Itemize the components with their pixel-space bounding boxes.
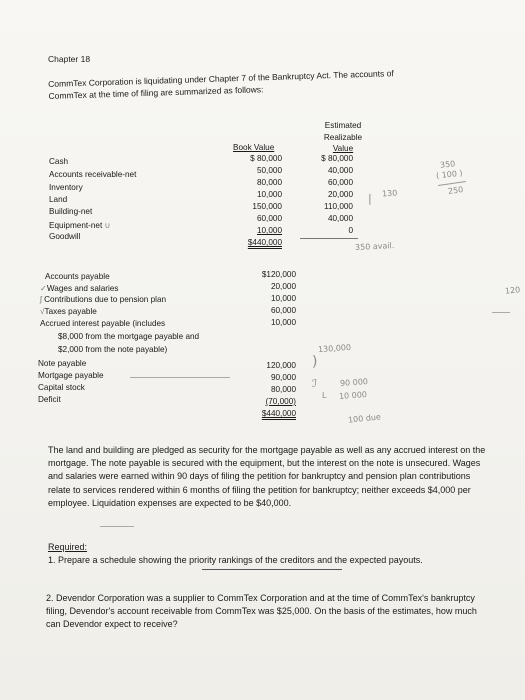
handwritten-10000: 10 000: [338, 390, 368, 401]
check-mark-icon: ✓: [40, 284, 47, 293]
asset-book-goodwill: 10,000: [256, 226, 282, 235]
asset-book-land: 10,000: [256, 190, 282, 199]
estimated-realizable-header: [308, 120, 378, 155]
check-mark-icon: ʃ: [40, 295, 42, 304]
asset-est-equipment: 40,000: [327, 214, 353, 223]
asset-label-inventory: Inventory: [49, 183, 83, 192]
liability-value-note: 120,000: [266, 361, 296, 370]
asset-label-equipment: Equipment-net ∪: [49, 221, 111, 230]
interest-note-2: $2,000 from the note payable): [58, 345, 168, 354]
handwritten-130000: 130,000: [317, 342, 352, 355]
header-value: Value: [332, 144, 354, 153]
asset-book-ar: 50,000: [256, 166, 282, 175]
asset-label-ar: Accounts receivable-net: [49, 170, 137, 179]
liability-label-taxes: √Taxes payable: [40, 307, 97, 316]
handwritten-bracket: |: [368, 192, 372, 205]
handwritten-90000: 90 000: [339, 377, 369, 388]
asset-est-building: 110,000: [324, 202, 353, 211]
liability-label-mortgage: Mortgage payable: [38, 371, 104, 380]
handwritten-120: 120: [504, 285, 521, 296]
handwritten-brace: ): [312, 354, 318, 370]
handwritten-100-due: 100 due: [347, 412, 382, 425]
book-value-header: Book Value: [233, 143, 275, 152]
liability-label-pension: ʃ Contributions due to pension plan: [40, 295, 167, 304]
liability-label-deficit: Deficit: [38, 395, 61, 404]
asset-est-ar: 40,000: [327, 166, 353, 175]
liability-value-mortgage: 90,000: [270, 373, 296, 382]
handwritten-dash: [492, 312, 510, 313]
check-mark-icon: ∪: [104, 221, 111, 230]
intro-line-2: CommTex at the time of filing are summarized as follows:: [48, 84, 264, 101]
asset-book-equipment: 60,000: [256, 214, 282, 223]
liability-value-ap: $120,000: [261, 270, 296, 279]
liability-label-interest: Accrued interest payable (includes: [40, 319, 166, 328]
liability-value-interest: 10,000: [270, 318, 296, 327]
q1-underline: [202, 569, 342, 570]
liability-value-taxes: 60,000: [270, 306, 296, 315]
liability-label-ap: Accounts payable: [45, 272, 110, 281]
handwritten-hook: ℐ: [312, 377, 318, 390]
required-label: Required:: [48, 542, 88, 552]
handwritten-130: 130: [381, 188, 398, 199]
asset-label-cash: Cash: [49, 157, 69, 166]
question-1: 1. Prepare a schedule showing the priority rankings of the creditors and the expected payouts.: [48, 555, 423, 565]
liability-label-capital: Capital stock: [38, 383, 85, 392]
handwritten-350: 350: [439, 159, 456, 170]
est-total-line: [300, 238, 358, 239]
liability-label-wages: ✓Wages and salaries: [40, 284, 119, 293]
asset-book-inventory: 80,000: [256, 178, 282, 187]
asset-label-building: Building-net: [49, 207, 93, 216]
chapter-heading: Chapter 18: [48, 54, 91, 64]
liability-value-wages: 20,000: [270, 282, 296, 291]
asset-est-land: 20,000: [327, 190, 353, 199]
assets-total: $440,000: [247, 238, 282, 247]
interest-note-1: $8,000 from the mortgage payable and: [58, 332, 200, 341]
handwritten-L: L: [322, 391, 327, 400]
asset-book-cash: $ 80,000: [250, 154, 282, 163]
intro-text: [48, 67, 394, 102]
handwritten-250: 250: [447, 184, 464, 197]
liability-value-capital: 80,000: [270, 385, 296, 394]
handwritten-arrow-line: [130, 377, 230, 378]
liability-value-pension: 10,000: [270, 294, 296, 303]
asset-label-land: Land: [49, 195, 68, 204]
header-estimated: Estimated: [324, 121, 362, 130]
asset-label-goodwill: Goodwill: [49, 232, 81, 241]
handwritten-100: ( 100 ): [435, 168, 464, 181]
liabilities-total: $440,000: [261, 409, 296, 418]
handwritten-350-avail: 350 avail.: [354, 240, 395, 253]
liability-label-note: Note payable: [38, 359, 87, 368]
question-2: 2. Devendor Corporation was a supplier to CommTex Corporation and at the time of CommTex's bankruptcy filing, Devendor's account receivable from CommTex was $25,000. On the basis of the estimates, how much can Devendor expect to receive?: [46, 593, 477, 629]
check-mark-icon: √: [40, 307, 45, 316]
asset-est-cash: $ 80,000: [321, 154, 353, 163]
liability-value-deficit: (70,000): [265, 397, 296, 406]
asset-book-building: 150,000: [252, 202, 282, 211]
handwritten-underline: [100, 526, 134, 527]
facts-paragraph: The land and building are pledged as security for the mortgage payable as well as any accrued interest on the mortgage. The note payable is secured with the equipment, but the interest on the note is unsecured. Wages and salaries were earned within 90 days of filing the petition for bankruptcy and pension plan contributions relate to services rendered within 6 months of filing the petition for bankruptcy; neither exceeds $4,000 per employee. Liquidation expenses are expected to be $40,000.: [48, 445, 486, 508]
asset-est-goodwill: 0: [348, 226, 353, 235]
asset-est-inventory: 60,000: [327, 178, 353, 187]
header-realizable: Realizable: [323, 132, 363, 142]
intro-line-1: CommTex Corporation is liquidating under Chapter 7 of the Bankruptcy Act. The accounts of: [48, 68, 394, 89]
